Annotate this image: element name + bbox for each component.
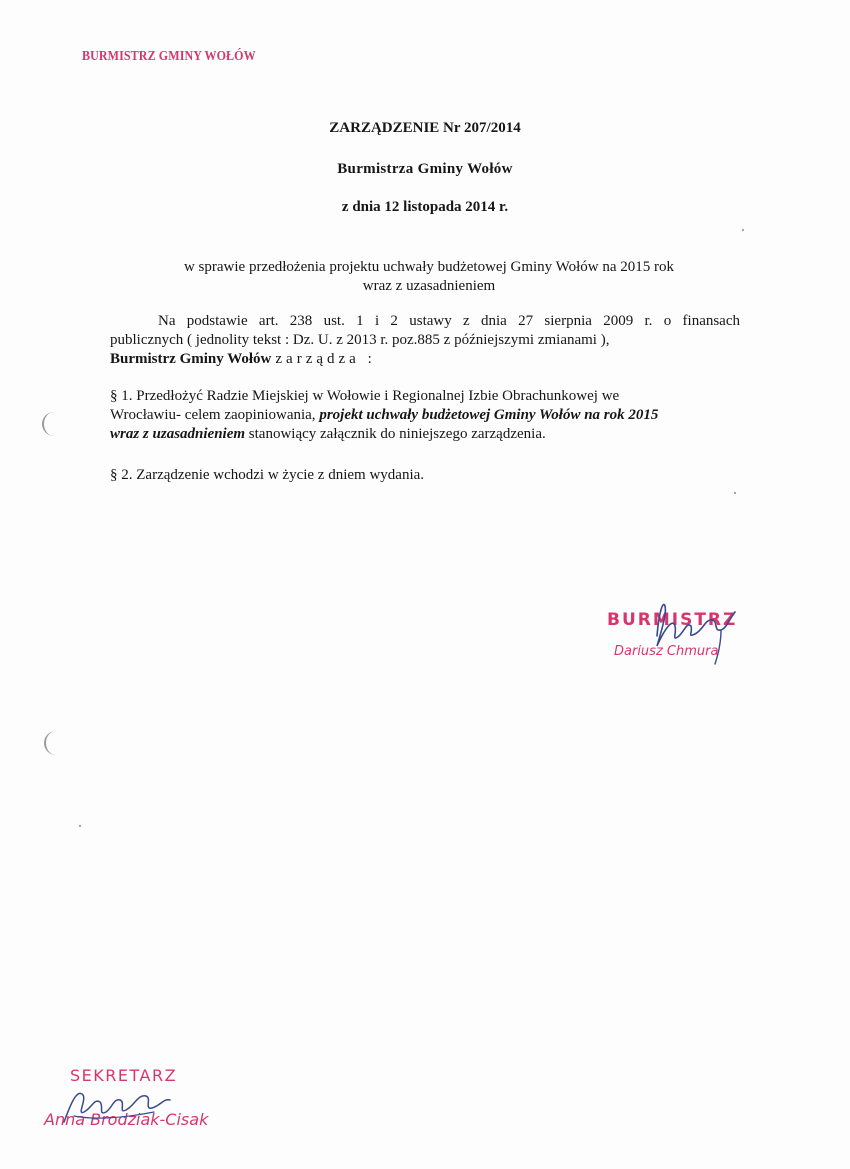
stamp-title: SEKRETARZ [70,1066,178,1085]
section-1-line-1: § 1. Przedłożyć Radzie Miejskiej w Wołowie i Regionalnej Izbie Obrachunkowej we [110,388,620,404]
section-1-text-2: stanowiący załącznik do niniejszego zarządzenia. [245,426,546,442]
issuer: Burmistrza Gminy Wołów [337,161,513,177]
subject-line-2: wraz z uzasadnieniem [362,278,496,294]
punch-hole-mark [42,412,66,436]
punch-hole-mark [44,731,68,755]
legal-basis-line-3 [110,350,740,369]
header-stamp: BURMISTRZ GMINY WOŁÓW [82,49,256,64]
section-1-emphasis: projekt uchwały budżetowej Gminy Wołów na rok 2015 [319,407,659,423]
document-date: z dnia 12 listopada 2014 r. [341,199,509,215]
mayor-handwritten-signature [635,592,745,672]
section-1-text: Wrocławiu- celem zaopiniowania, [110,407,320,423]
scan-speck [734,492,736,494]
stamp-name: Dariusz Chmura [614,644,719,659]
legal-basis-line-1: Na podstawie art. 238 ust. 1 i 2 ustawy z dnia 27 sierpnia 2009 r. o finansach [158,313,740,329]
stamp-name: Anna Brodziak-Cisak [44,1110,209,1129]
section-2: § 2. Zarządzenie wchodzi w życie z dniem wydania. [110,467,425,483]
secretary-signature-stamp [40,1066,240,1141]
document-title: ZARZĄDZENIE Nr 207/2014 [329,120,521,136]
authority-name: Burmistrz Gminy Wołów [110,351,272,367]
scan-speck [742,229,744,231]
legal-basis-line-2: publicznych ( jednolity tekst : Dz. U. z 2013 r. poz.885 z późniejszymi zmianami ), [110,332,610,348]
section-1-line-2 [110,406,740,425]
decree-verb: zarządza : [275,351,376,367]
section-1-line-3 [110,425,740,444]
section-1-emphasis-2: wraz z uzasadnieniem [110,426,246,442]
stamp-title: BURMISTRZ [607,610,738,630]
subject-line-1: w sprawie przedłożenia projektu uchwały budżetowej Gminy Wołów na 2015 rok [183,259,675,275]
scan-speck [79,825,81,827]
mayor-signature-stamp [607,610,767,680]
